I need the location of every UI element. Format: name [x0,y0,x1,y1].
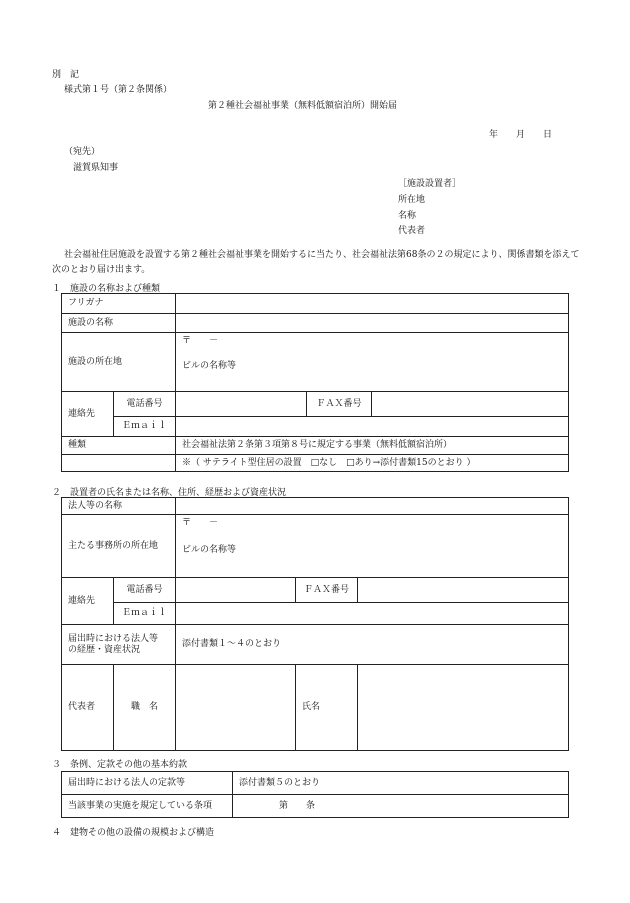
email-field[interactable] [176,603,569,625]
history-label-line2: の経歴・資産状況 [68,644,141,655]
postal-code: 〒 － [182,518,219,528]
fax-field[interactable] [372,392,569,417]
facility-location-field[interactable] [176,333,569,392]
establisher-address-label: 所在地 [398,195,426,205]
facility-name-field[interactable] [176,314,569,333]
addressee: 滋賀県知事 [73,163,119,173]
position-label: 職 名 [114,665,176,751]
kind-value: 社会福祉法第２条第３項第８号に規定する事業（無料低額宿泊所） [176,437,569,455]
section2-heading: ２ 設置者の氏名または名称、住所、経歴および資産状況 [52,488,287,498]
date-line: 年 月 日 [489,130,553,140]
intro-paragraph: 社会福祉住居施設を設置する第２種社会福祉事業を開始するに当たり、社会福祉法第68条の２の規定により、関係書類を添えて次のとおり届け出ます。 [52,250,580,275]
section1-table [61,293,569,472]
furigana-label: フリガナ [62,294,176,314]
articles-value: 添付書類５のとおり [233,772,569,795]
phone-label: 電話番号 [114,392,176,417]
betsuki-label: 別 記 [52,70,80,80]
email-label: Ｅｍａｉｌ [114,417,176,437]
section3-table [61,771,569,818]
fax-label: ＦＡＸ番号 [296,578,358,603]
email-field[interactable] [176,417,569,437]
phone-label: 電話番号 [114,578,176,603]
furigana-field[interactable] [176,294,569,314]
section3-heading: ３ 条例、定款その他の基本約款 [52,760,188,770]
section1-heading: １ 施設の名称および種類 [52,284,161,294]
kind-label-blank [62,455,176,472]
kind-label: 種類 [62,437,176,455]
postal-code: 〒 － [182,336,219,346]
phone-field[interactable] [176,578,296,603]
document-title: 第２種社会福祉事業（無料低額宿泊所）開始届 [208,101,398,111]
building-name: ビルの名称等 [182,545,237,555]
facility-name-label: 施設の名称 [62,314,176,333]
representative-label: 代表者 [62,665,114,751]
addressee-label: （宛先） [64,147,101,157]
section4-heading: ４ 建物その他の設備の規模および構造 [52,828,215,838]
corp-name-field[interactable] [176,498,569,515]
person-name-field[interactable] [358,665,569,751]
phone-field[interactable] [176,392,307,417]
position-field[interactable] [176,665,296,751]
business-clause-label: 当該事業の実施を規定している条項 [62,795,233,818]
history-value: 添付書類１～４のとおり [176,625,569,665]
establisher-representative-label: 代表者 [398,226,426,236]
main-office-field[interactable] [176,515,569,578]
fax-field[interactable] [358,578,569,603]
corp-name-label: 法人等の名称 [62,498,176,515]
facility-location-label: 施設の所在地 [62,333,176,392]
clause-value[interactable]: 第 条 [233,795,569,818]
person-name-label: 氏名 [296,665,358,751]
main-office-label: 主たる事務所の所在地 [62,515,176,578]
contact-label: 連絡先 [62,392,114,437]
history-label-line1: 届出時における法人等 [68,633,159,644]
establisher-label: ［施設設置者］ [398,179,462,189]
establisher-name-label: 名称 [398,211,417,221]
contact-label: 連絡先 [62,578,114,625]
history-label [62,625,176,665]
satellite-note: ※（ サテライト型住居の設置 □なし □あり→添付書類15のとおり ） [176,455,569,472]
articles-label: 届出時における法人の定款等 [62,772,233,795]
form-number: 様式第１号（第２条関係） [64,85,173,95]
fax-label: ＦＡＸ番号 [307,392,372,417]
building-name: ビルの名称等 [182,361,237,371]
section2-table [61,497,569,751]
email-label: Ｅｍａｉｌ [114,603,176,625]
